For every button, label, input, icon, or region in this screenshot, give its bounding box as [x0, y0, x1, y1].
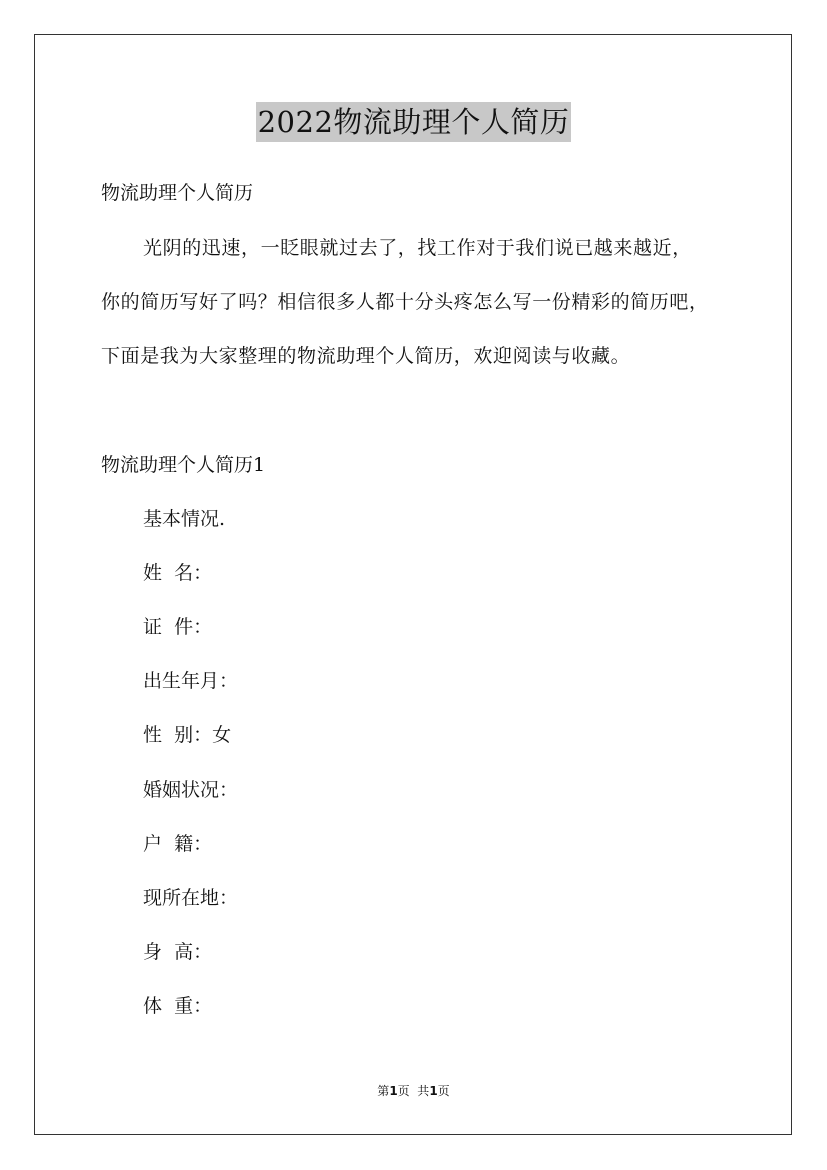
page-footer: [0, 1083, 827, 1099]
footer-page-number: 1: [389, 1084, 398, 1098]
field-weight: 体 重：: [143, 995, 213, 1017]
footer-suffix: 页: [437, 1084, 450, 1098]
footer-total-pages: 1: [429, 1084, 438, 1098]
field-height: 身 高：: [143, 941, 213, 963]
field-marital: 婚姻状况：: [143, 779, 239, 801]
footer-middle: 页 共: [397, 1084, 430, 1098]
field-id: 证 件：: [143, 616, 213, 638]
intro-line-2: 你的简历写好了吗？相信很多人都十分头疼怎么写一份精彩的简历吧，: [101, 291, 709, 313]
footer-prefix: 第: [377, 1084, 390, 1098]
title-container: [0, 102, 827, 142]
field-hukou: 户 籍：: [143, 833, 213, 855]
basic-info-label: 基本情况.: [143, 508, 226, 530]
section-title: 物流助理个人简历1: [101, 454, 266, 476]
field-birth: 出生年月：: [143, 670, 239, 692]
intro-line-3: 下面是我为大家整理的物流助理个人简历，欢迎阅读与收藏。: [101, 345, 631, 367]
document-title: 2022物流助理个人简历: [256, 102, 572, 142]
document-heading: 物流助理个人简历: [101, 182, 254, 204]
intro-line-1: 光阴的迅速，一眨眼就过去了，找工作对于我们说已越来越近，: [143, 237, 692, 259]
field-location: 现所在地：: [143, 887, 239, 909]
field-name: 姓 名：: [143, 562, 213, 584]
field-gender: 性 别：女: [143, 724, 232, 746]
